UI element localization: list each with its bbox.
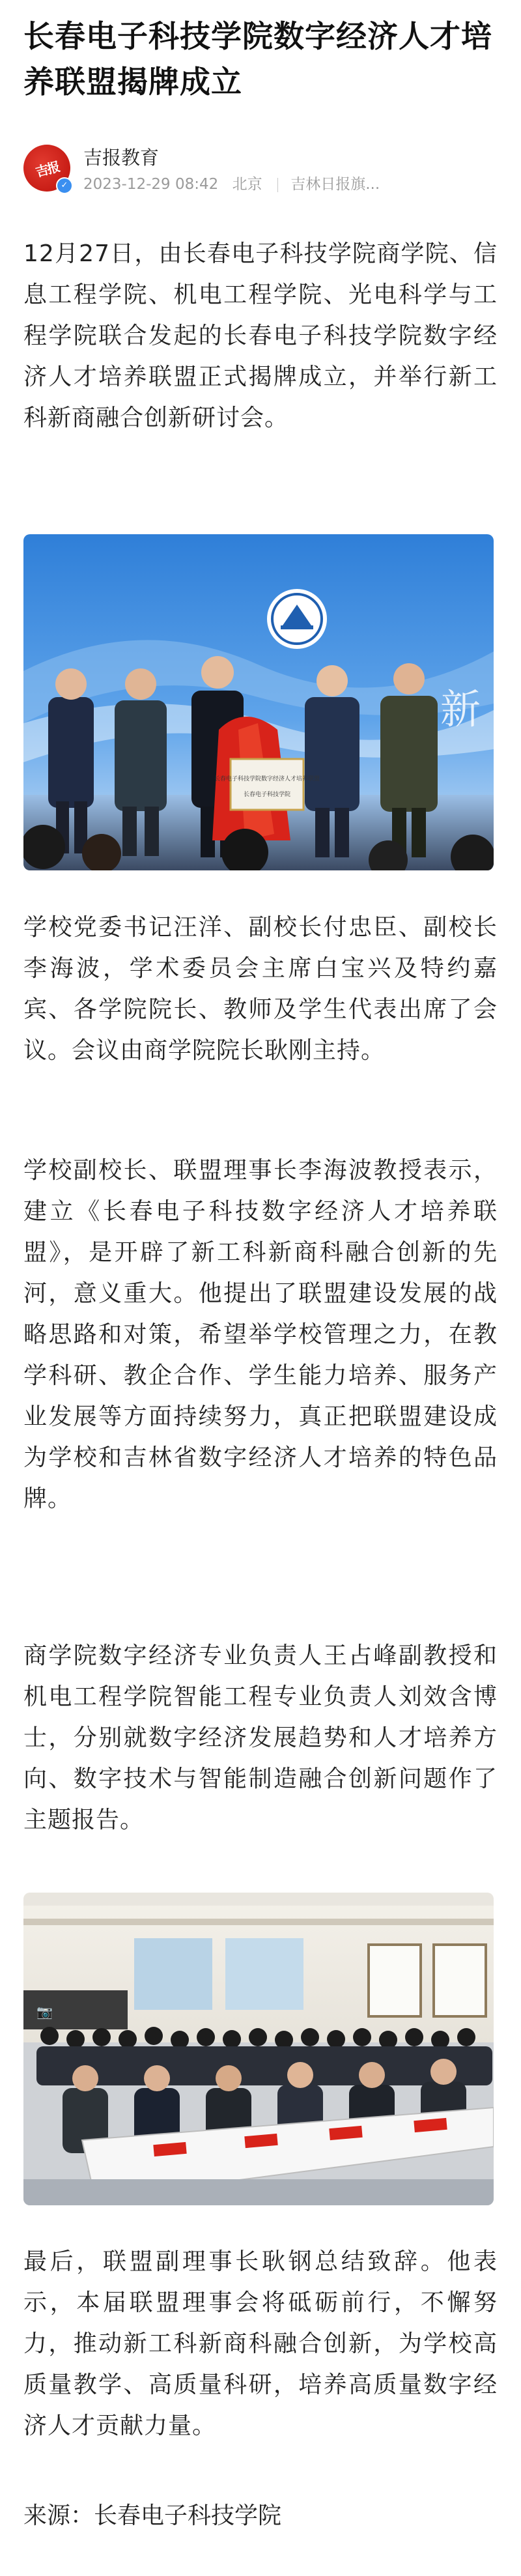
author-name[interactable]: 吉报教育 [83, 147, 160, 169]
paragraph-1: 12月27日，由长春电子科技学院商学院、信息工程学院、机电工程学院、光电科学与工程学院联合发起的长春电子科技学院数字经济人才培养联盟正式揭牌成立，并举行新工科新商融合创新研讨会。 [23, 240, 498, 431]
paragraph-5: 最后，联盟副理事长耿钢总结致辞。他表示，本届联盟理事会将砥砺前行，不懈努力，推动新工科新商科融合创新，为学校高质量教学、高质量科研，培养高质量数字经济人才贡献力量。 [23, 2248, 498, 2439]
plaque-text-line2: 长春电子科技学院 [243, 792, 291, 798]
conference-room-photo [23, 1893, 494, 2205]
svg-text:新: 新 [440, 685, 481, 733]
conference-room-illustration [23, 1893, 494, 2205]
avatar-logo-text: 吉报 [33, 158, 61, 180]
author-bar[interactable] [23, 145, 499, 197]
article-meta [83, 175, 389, 194]
unveiling-ceremony-photo [23, 534, 494, 870]
unveiling-ceremony-illustration [23, 534, 494, 870]
article-title: 长春电子科技学院数字经济人才培养联盟揭牌成立 [23, 19, 492, 100]
publish-location: 北京 [232, 176, 262, 193]
plaque-text-line1: 长春电子科技学院数字经济人才培养联盟 [214, 776, 320, 782]
verified-badge-icon: ✓ [56, 177, 73, 194]
article-source: 来源：长春电子科技学院 [23, 2502, 282, 2529]
author-source-label: 吉林日报旗... [290, 176, 380, 193]
paragraph-2: 学校党委书记汪洋、副校长付忠臣、副校长李海波，学术委员会主席白宝兴及特约嘉宾、各学院院长、教师及学生代表出席了会议。会议由商学院院长耿刚主持。 [23, 914, 498, 1064]
svg-text:📷: 📷 [36, 2004, 53, 2020]
paragraph-3: 学校副校长、联盟理事长李海波教授表示，建立《长春电子科技数字经济人才培养联盟》，是开辟了新工科新商科融合创新的先河，意义重大。他提出了联盟建设发展的战略思路和对策，希望举学校管理之力，在教学科研、教企合作、学生能力培养、服务产业发展等方面持续努力，真正把联盟建设成为学校和吉林省数字经济人才培养的特色品牌。 [23, 1157, 498, 1512]
paragraph-4: 商学院数字经济专业负责人王占峰副教授和机电工程学院智能工程专业负责人刘效含博士，分别就数字经济发展趋势和人才培养方向、数字技术与智能制造融合创新问题作了主题报告。 [23, 1642, 498, 1833]
meta-divider [277, 178, 278, 192]
publish-date: 2023-12-29 08:42 [83, 176, 219, 193]
